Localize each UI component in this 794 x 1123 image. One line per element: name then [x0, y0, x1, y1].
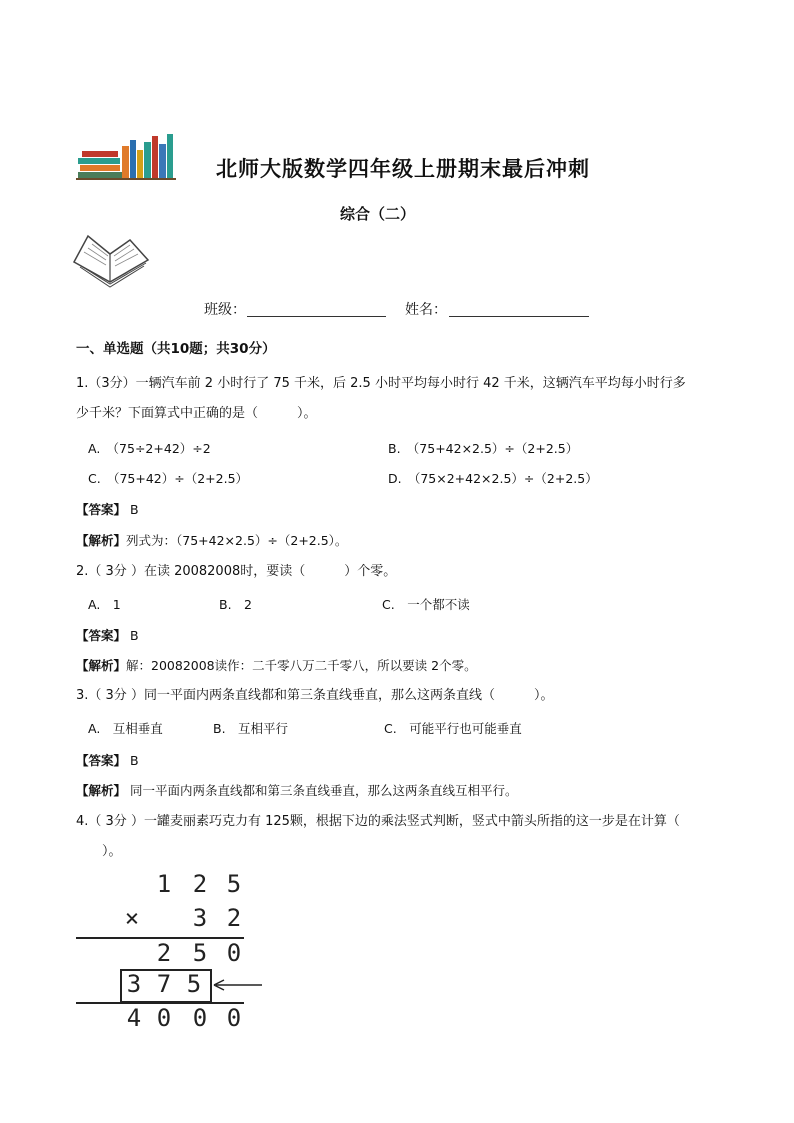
page-subtitle: 综合（二）	[340, 205, 416, 223]
section-heading: 一、单选题（共10题；共30分）	[76, 341, 276, 357]
question-3-answer: 【答案】 B	[76, 753, 139, 768]
question-1-stem-line1: 1.（3分）一辆汽车前 2 小时行了 75 千米，后 2.5 小时平均每小时行 42 千米，这辆汽车平均每小时行多	[76, 376, 686, 391]
digit: 3	[126, 970, 142, 998]
digit: 5	[192, 939, 208, 967]
name-label: 姓名：	[405, 302, 447, 318]
question-2-option-c[interactable]: C. 一个都不读	[382, 597, 470, 612]
digit: 0	[226, 1004, 242, 1032]
question-2-stem: 2.（ 3分 ）在读 20082008时，要读（ ）个零。	[76, 564, 397, 579]
question-3-option-a[interactable]: A. 互相垂直	[88, 721, 163, 736]
digit: 0	[156, 1004, 172, 1032]
question-3-analysis: 【解析】 同一平面内两条直线都和第三条直线垂直，那么这两条直线互相平行。	[76, 783, 518, 798]
question-4-stem-line2: ）。	[76, 844, 122, 859]
question-4-stem-line1: 4.（ 3分 ）一罐麦丽素巧克力有 125颗，根据下边的乘法竖式判断，竖式中箭头所指的这一步是在计算（	[76, 814, 680, 829]
digit: 0	[226, 939, 242, 967]
name-field[interactable]	[449, 316, 589, 317]
question-1-option-c[interactable]: C. （75+42）÷（2+2.5）	[88, 471, 249, 486]
question-2-answer: 【答案】 B	[76, 628, 139, 643]
digit: 0	[192, 1004, 208, 1032]
class-label: 班级：	[204, 302, 246, 318]
question-2-option-b[interactable]: B. 2	[219, 597, 253, 612]
digit: 7	[156, 970, 172, 998]
digit: 5	[186, 970, 202, 998]
digit: 2	[192, 870, 208, 898]
multiply-sign: ×	[124, 904, 140, 932]
digit: 4	[126, 1004, 142, 1032]
digit: 2	[226, 904, 242, 932]
class-field[interactable]	[247, 316, 386, 317]
digit: 2	[156, 939, 172, 967]
digit: 5	[226, 870, 242, 898]
question-1-analysis: 【解析】列式为：（75+42×2.5）÷（2+2.5）。	[76, 533, 348, 548]
books-stack-icon	[76, 132, 176, 182]
question-1-stem-line2: 少千米？下面算式中正确的是（ ）。	[76, 406, 317, 421]
question-1-option-b[interactable]: B. （75+42×2.5）÷（2+2.5）	[388, 441, 579, 456]
digit: 3	[192, 904, 208, 932]
question-3-stem: 3.（ 3分 ）同一平面内两条直线都和第三条直线垂直，那么这两条直线（ ）。	[76, 688, 554, 703]
left-arrow-icon	[212, 978, 264, 992]
open-book-icon	[70, 232, 152, 294]
question-1-answer: 【答案】 B	[76, 502, 139, 517]
question-2-analysis: 【解析】解：20082008读作：二千零八万二千零八，所以要读 2个零。	[76, 658, 477, 673]
question-3-option-b[interactable]: B. 互相平行	[213, 721, 289, 736]
page-title: 北师大版数学四年级上册期末最后冲刺	[216, 157, 590, 181]
question-1-option-d[interactable]: D. （75×2+42×2.5）÷（2+2.5）	[388, 471, 598, 486]
question-3-option-c[interactable]: C. 可能平行也可能垂直	[384, 721, 522, 736]
question-1-option-a[interactable]: A. （75÷2+42）÷2	[88, 441, 211, 456]
question-2-option-a[interactable]: A. 1	[88, 597, 121, 612]
digit: 1	[156, 870, 172, 898]
